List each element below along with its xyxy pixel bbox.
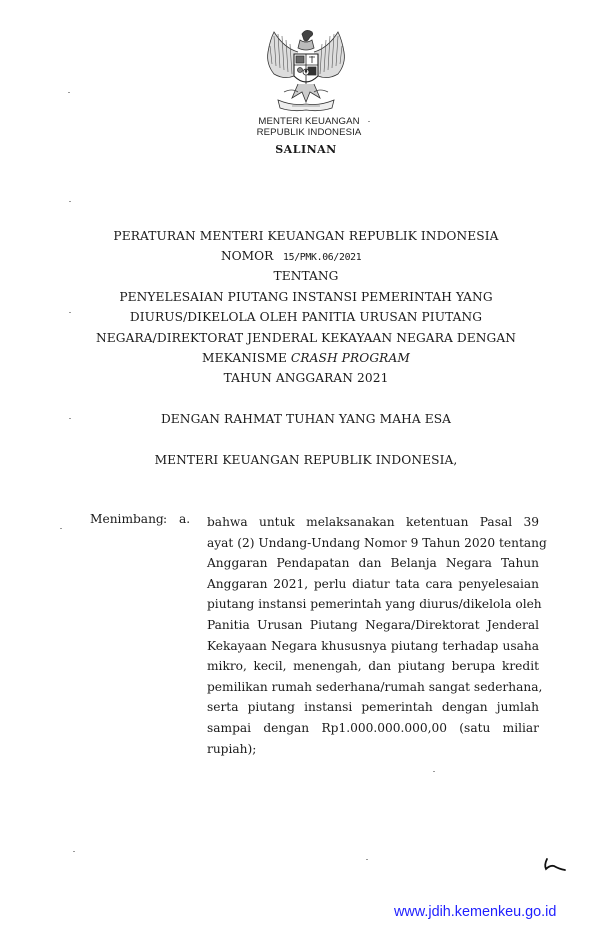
regulation-title: PERATURAN MENTERI KEUANGAN REPUBLIK INDONESIA (113, 229, 499, 243)
scan-speck (60, 528, 62, 529)
scan-speck (69, 312, 71, 313)
subject-italic-term: CRASH PROGRAM (290, 351, 410, 365)
institution-name-line1: MENTERI KEUANGAN (258, 116, 360, 127)
considering-colon: : (163, 512, 168, 526)
scan-speck (69, 201, 71, 202)
body-line: Anggaran 2021, perlu diatur tata cara penyelesaian (207, 576, 539, 591)
body-line: piutang instansi pemerintah yang diurus/dikelola oleh (207, 597, 542, 612)
body-line: ayat (2) Undang-Undang Nomor 9 Tahun 2020 tentang (207, 535, 547, 550)
subject-line-5: TAHUN ANGGARAN 2021 (223, 371, 389, 385)
body-line: bahwa untuk melaksanakan ketentuan Pasal 39 (207, 515, 539, 529)
body-line: sampai dengan Rp1.000.000.000,00 (satu miliar (207, 720, 539, 735)
invocation: DENGAN RAHMAT TUHAN YANG MAHA ESA (160, 412, 452, 426)
body-line: Kekayaan Negara khususnya piutang terhadap usaha (207, 638, 539, 653)
body-line: Panitia Urusan Piutang Negara/Direktorat Jenderal (207, 617, 539, 632)
scan-speck (73, 851, 75, 852)
considering-label: Menimbang (90, 512, 164, 526)
subject-line-2: DIURUS/DIKELOLA OLEH PANITIA URUSAN PIUTANG (129, 310, 483, 324)
institution-name-line2: REPUBLIK INDONESIA (256, 127, 362, 138)
subject-line-4 (0, 351, 612, 365)
body-line: rupiah); (207, 741, 257, 756)
body-line: Anggaran Pendapatan dan Belanja Negara Tahun (207, 556, 539, 571)
copy-stamp: SALINAN (275, 143, 337, 156)
jdih-website-link[interactable]: www.jdih.kemenkeu.go.id (394, 904, 557, 920)
considering-item-marker: a. (179, 512, 191, 526)
regulation-number-row (0, 249, 612, 267)
about-label: TENTANG (273, 269, 339, 283)
authority: MENTERI KEUANGAN REPUBLIK INDONESIA, (154, 453, 458, 467)
paraf-initial-icon (541, 855, 571, 875)
scan-speck (68, 92, 70, 93)
scan-speck (69, 418, 71, 419)
body-line: serta piutang instansi pemerintah dengan jumlah (207, 700, 539, 715)
scan-speck (433, 771, 435, 772)
body-line: mikro, kecil, menengah, dan piutang berupa kredit (207, 659, 539, 674)
subject-line-4-text: MEKANISME (202, 351, 291, 365)
considering-item-a-text (207, 512, 547, 759)
garuda-emblem-icon (262, 26, 350, 116)
number-label: NOMOR (221, 249, 274, 263)
scan-speck (368, 121, 370, 122)
subject-line-3: NEGARA/DIREKTORAT JENDERAL KEKAYAAN NEGARA DENGAN (96, 331, 516, 345)
body-line: pemilikan rumah sederhana/rumah sangat sederhana, (207, 679, 543, 694)
subject-line-1: PENYELESAIAN PIUTANG INSTANSI PEMERINTAH YANG (119, 290, 493, 304)
number-value: 15/PMK.06/2021 (283, 252, 362, 263)
scan-speck (366, 859, 368, 860)
